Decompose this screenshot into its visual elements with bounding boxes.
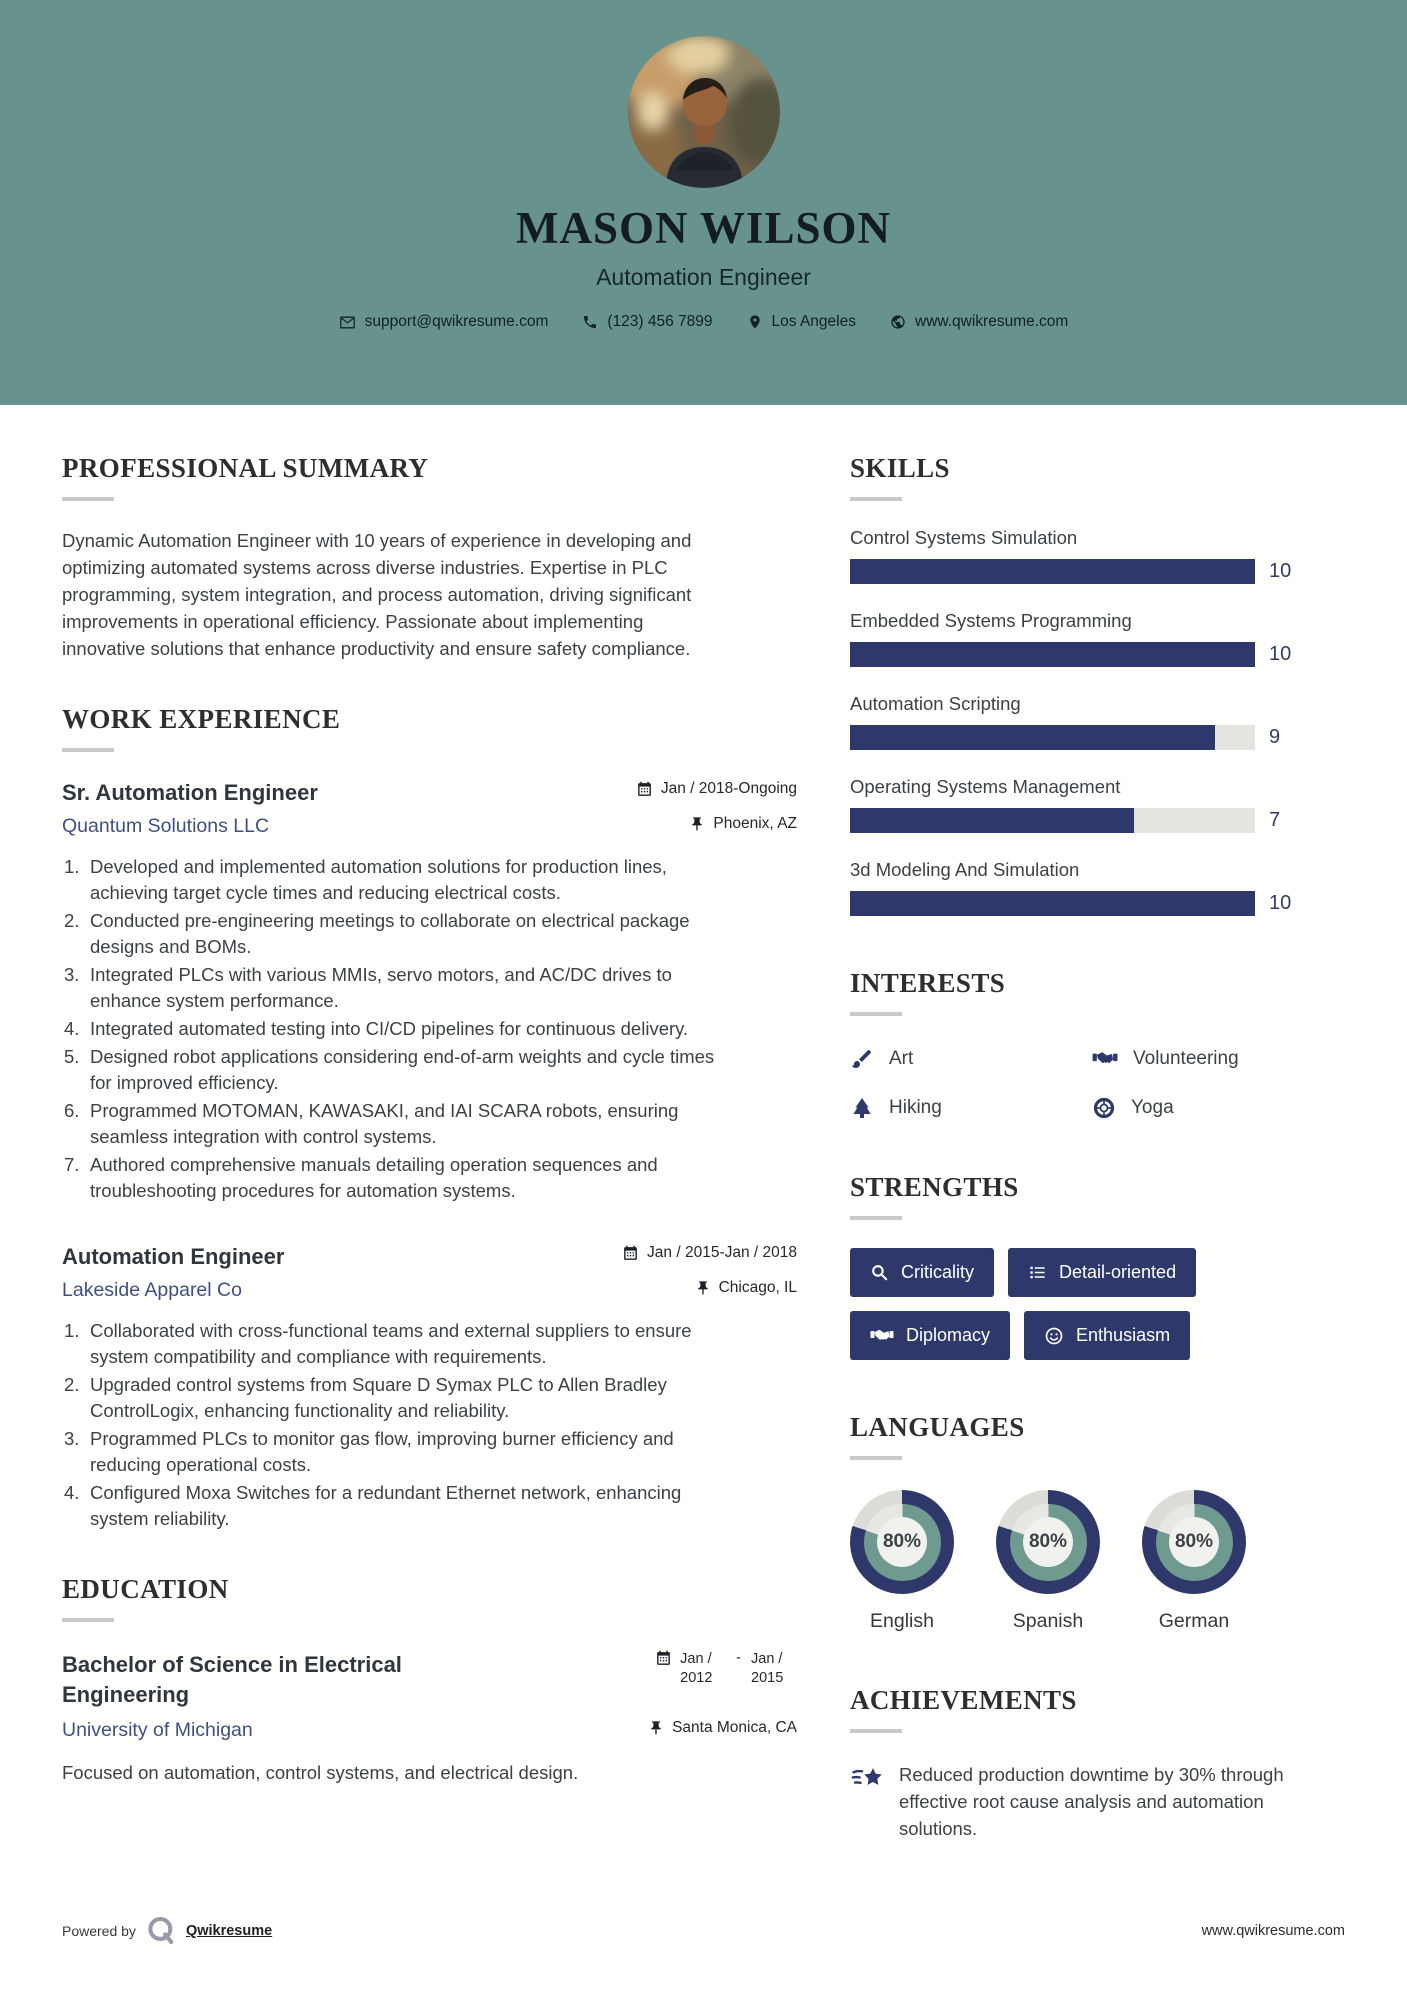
skill-bar-track: [850, 808, 1255, 833]
strength-label: Criticality: [901, 1262, 975, 1282]
contact-website-text: www.qwikresume.com: [915, 313, 1069, 330]
skill-name: Operating Systems Management: [850, 776, 1121, 797]
education-dates: [655, 1650, 797, 1688]
powered-by-label: Powered by: [62, 1923, 136, 1939]
job-date: [636, 780, 797, 798]
interest-label: Art: [889, 1048, 914, 1069]
skill-rating: 10: [1269, 643, 1292, 665]
contact-location: [747, 313, 856, 331]
job-date-text: Jan / 2018-Ongoing: [660, 780, 797, 797]
job-company-row: [62, 1279, 797, 1302]
skill-bar-fill: [850, 891, 1255, 916]
section-languages: [850, 1412, 1297, 1633]
interests-title: INTERESTS: [850, 968, 1006, 998]
profile-photo-image: [628, 36, 780, 188]
work-title: WORK EXPERIENCE: [62, 704, 341, 734]
donut-center: [1169, 1517, 1219, 1567]
education-date-from: Jan / 2012: [680, 1651, 713, 1686]
contact-row: [0, 313, 1407, 331]
language-donut-chart: [1142, 1490, 1246, 1594]
footer: [62, 1916, 1345, 1946]
content: [0, 405, 1407, 1894]
skill-rating: 7: [1269, 809, 1281, 831]
pushpin-icon: [689, 816, 705, 832]
company-name: Lakeside Apparel Co: [62, 1279, 242, 1301]
phone-icon: [582, 314, 598, 330]
section-divider: [850, 1729, 902, 1733]
lifebuoy-icon: [1092, 1096, 1116, 1120]
qwikresume-link[interactable]: Qwikresume: [185, 1923, 273, 1939]
contact-phone-text: (123) 456 7899: [607, 313, 713, 330]
job-bullet-list: [62, 854, 730, 1204]
skills-title: SKILLS: [850, 453, 950, 483]
skill-bar-row: [850, 725, 1297, 750]
section-skills: [850, 453, 1297, 916]
job-date-text: Jan / 2015-Jan / 2018: [647, 1244, 797, 1261]
strength-badges: [850, 1248, 1280, 1360]
summary-text: Dynamic Automation Engineer with 10 years of experience in developing and optimizing automated systems across diverse industries. Expertise in PLC programming, system integration, and process automation, driving significant improvements in operational efficiency. Passionate about implementing innovative solutions that enhance productivity and ensure safety compliance.: [62, 530, 692, 659]
job-bullet: Integrated PLCs with various MMIs, servo motors, and AC/DC drives to enhance system performance.: [90, 964, 672, 1011]
skill-bar-fill: [850, 559, 1255, 584]
skill-item: [850, 610, 1297, 667]
contact-website: [890, 313, 1068, 331]
section-professional-summary: [62, 453, 797, 662]
calendar-icon: [636, 781, 653, 798]
skill-item: [850, 527, 1297, 584]
footer-website: www.qwikresume.com: [1201, 1923, 1345, 1939]
job-bullet: Authored comprehensive manuals detailing operation sequences and troubleshooting procedures for automation systems.: [90, 1154, 658, 1201]
job-bullet: Conducted pre-engineering meetings to collaborate on electrical package designs and BOMs.: [90, 910, 690, 957]
profile-photo: [628, 0, 780, 188]
education-title: EDUCATION: [62, 1574, 229, 1604]
job-header-row: [62, 780, 797, 806]
skill-bar-fill: [850, 808, 1134, 833]
skill-bar-row: [850, 559, 1297, 584]
skill-name: Embedded Systems Programming: [850, 610, 1132, 631]
language-donuts: [850, 1490, 1297, 1633]
section-education: [62, 1574, 797, 1784]
summary-title: PROFESSIONAL SUMMARY: [62, 453, 429, 483]
education-school-row: [62, 1719, 797, 1742]
skill-bar-track: [850, 642, 1255, 667]
job-location: [689, 815, 797, 833]
contact-email-text: support@qwikresume.com: [364, 313, 549, 330]
job-bullet: Programmed PLCs to monitor gas flow, improving burner efficiency and reducing operational costs.: [90, 1428, 674, 1475]
interest-label: Yoga: [1131, 1097, 1174, 1118]
job-header-row: [62, 1244, 797, 1270]
job-bullet: Programmed MOTOMAN, KAWASAKI, and IAI SCARA robots, ensuring seamless integration with control systems.: [90, 1100, 679, 1147]
donut-inner-ring: [1010, 1504, 1087, 1581]
skill-bar-row: [850, 808, 1297, 833]
job-bullet: Integrated automated testing into CI/CD pipelines for continuous delivery.: [90, 1018, 689, 1039]
pushpin-icon: [648, 1720, 664, 1736]
job-entry: [62, 780, 797, 1204]
achievement-item: [850, 1761, 1297, 1842]
company-name: Quantum Solutions LLC: [62, 815, 270, 837]
section-divider: [850, 1012, 902, 1016]
education-entry: [62, 1650, 797, 1784]
strength-badge: [1024, 1311, 1190, 1360]
job-location-text: Phoenix, AZ: [713, 815, 797, 832]
education-header-row: [62, 1650, 797, 1710]
skill-bar-fill: [850, 642, 1255, 667]
interest-label: Hiking: [889, 1097, 942, 1118]
donut-inner-ring: [864, 1504, 941, 1581]
section-divider: [62, 1618, 114, 1622]
education-location: [648, 1719, 797, 1737]
strength-badge: [850, 1311, 1010, 1360]
skill-bar-track: [850, 725, 1255, 750]
job-bullet: Designed robot applications considering end-of-arm weights and cycle times for improved efficiency.: [90, 1046, 715, 1093]
school-name: University of Michigan: [62, 1719, 253, 1741]
calendar-icon: [622, 1245, 639, 1262]
job-bullet: Developed and implemented automation solutions for production lines, achieving target cycle times and reducing electrical costs.: [90, 856, 667, 903]
languages-title: LANGUAGES: [850, 1412, 1025, 1442]
language-label: Spanish: [1012, 1610, 1084, 1632]
interest-item: [1092, 1096, 1297, 1120]
section-divider: [850, 1216, 902, 1220]
achievements-title: ACHIEVEMENTS: [850, 1685, 1077, 1715]
interest-label: Volunteering: [1133, 1048, 1239, 1069]
skill-bar-track: [850, 559, 1255, 584]
skill-name: Control Systems Simulation: [850, 527, 1078, 548]
strength-label: Diplomacy: [906, 1325, 991, 1345]
achievement-text: Reduced production downtime by 30% through effective root cause analysis and automation solutions.: [899, 1764, 1284, 1839]
skill-bar-row: [850, 642, 1297, 667]
language-percent: 80%: [1028, 1531, 1068, 1552]
paintbrush-icon: [850, 1047, 874, 1071]
skill-item: [850, 693, 1297, 750]
email-icon: [339, 314, 356, 331]
donut-center: [1023, 1517, 1073, 1567]
contact-location-text: Los Angeles: [771, 313, 856, 330]
language-label: German: [1158, 1610, 1230, 1632]
interest-item: [850, 1046, 1092, 1072]
job-date: [622, 1244, 797, 1262]
language-item: [996, 1490, 1100, 1633]
language-item: [850, 1490, 954, 1633]
language-donut-chart: [850, 1490, 954, 1594]
interests-grid: [850, 1046, 1297, 1120]
language-item: [1142, 1490, 1246, 1633]
qwikresume-logo-icon: [146, 1916, 176, 1946]
section-interests: [850, 968, 1297, 1120]
section-work-experience: [62, 704, 797, 1532]
skill-item: [850, 776, 1297, 833]
calendar-icon: [655, 1650, 672, 1667]
job-location-text: Chicago, IL: [718, 1279, 797, 1296]
skill-name: Automation Scripting: [850, 693, 1021, 714]
left-column: [62, 453, 797, 1894]
language-donut-chart: [996, 1490, 1100, 1594]
job-bullet-list: [62, 1318, 730, 1532]
donut-center: [877, 1517, 927, 1567]
skill-bar-track: [850, 891, 1255, 916]
degree-title: Bachelor of Science in Electrical Engineering: [62, 1652, 402, 1707]
skill-rating: 9: [1269, 726, 1281, 748]
strength-label: Detail-oriented: [1059, 1262, 1177, 1282]
magnifier-icon: [870, 1263, 889, 1282]
job-location: [695, 1279, 797, 1297]
section-achievements: [850, 1685, 1297, 1842]
strength-badge: [850, 1248, 994, 1297]
skill-rating: 10: [1269, 560, 1292, 582]
smiley-icon: [1044, 1326, 1064, 1346]
list-icon: [1028, 1263, 1047, 1282]
tree-icon: [850, 1096, 874, 1120]
section-divider: [62, 497, 114, 501]
language-percent: 80%: [1174, 1531, 1214, 1552]
handshake-icon: [1092, 1046, 1118, 1072]
job-bullet: Configured Moxa Switches for a redundant Ethernet network, enhancing system reliability.: [90, 1482, 682, 1529]
location-pin-icon: [747, 314, 763, 330]
skill-item: [850, 859, 1297, 916]
job-company-row: [62, 815, 797, 838]
section-divider: [62, 748, 114, 752]
interest-item: [850, 1096, 1092, 1120]
skill-bar-fill: [850, 725, 1215, 750]
pushpin-icon: [695, 1280, 711, 1296]
section-strengths: [850, 1172, 1297, 1360]
header: [0, 0, 1407, 405]
donut-inner-ring: [1156, 1504, 1233, 1581]
shooting-star-icon: [850, 1763, 884, 1797]
contact-phone: [582, 313, 712, 331]
person-name: MASON WILSON: [516, 203, 891, 253]
date-dash: -: [736, 1650, 741, 1666]
job-bullet: Upgraded control systems from Square D Symax PLC to Allen Bradley ControlLogix, enhancing functionality and reliability.: [90, 1374, 667, 1421]
job-title: Automation Engineer: [62, 1244, 285, 1269]
job-entry: [62, 1244, 797, 1532]
person-job-title: Automation Engineer: [596, 264, 811, 290]
education-date-to: Jan / 2015: [751, 1651, 784, 1686]
strength-label: Enthusiasm: [1076, 1325, 1171, 1345]
interest-item: [1092, 1046, 1297, 1072]
handshake-icon: [870, 1324, 894, 1348]
strength-badge: [1008, 1248, 1196, 1297]
skill-rating: 10: [1269, 892, 1292, 914]
education-description: Focused on automation, control systems, and electrical design.: [62, 1762, 579, 1783]
strengths-title: STRENGTHS: [850, 1172, 1019, 1202]
section-divider: [850, 1456, 902, 1460]
footer-branding: [62, 1916, 272, 1946]
contact-email: [339, 313, 549, 331]
skill-name: 3d Modeling And Simulation: [850, 859, 1080, 880]
section-divider: [850, 497, 902, 501]
language-label: English: [870, 1610, 934, 1632]
job-bullet: Collaborated with cross-functional teams and external suppliers to ensure system compatibility and compliance with requirements.: [90, 1320, 692, 1367]
education-location-text: Santa Monica, CA: [672, 1719, 797, 1736]
skill-bar-row: [850, 891, 1297, 916]
language-percent: 80%: [882, 1531, 922, 1552]
globe-icon: [890, 314, 906, 330]
job-title: Sr. Automation Engineer: [62, 780, 318, 805]
right-column: [850, 453, 1297, 1894]
